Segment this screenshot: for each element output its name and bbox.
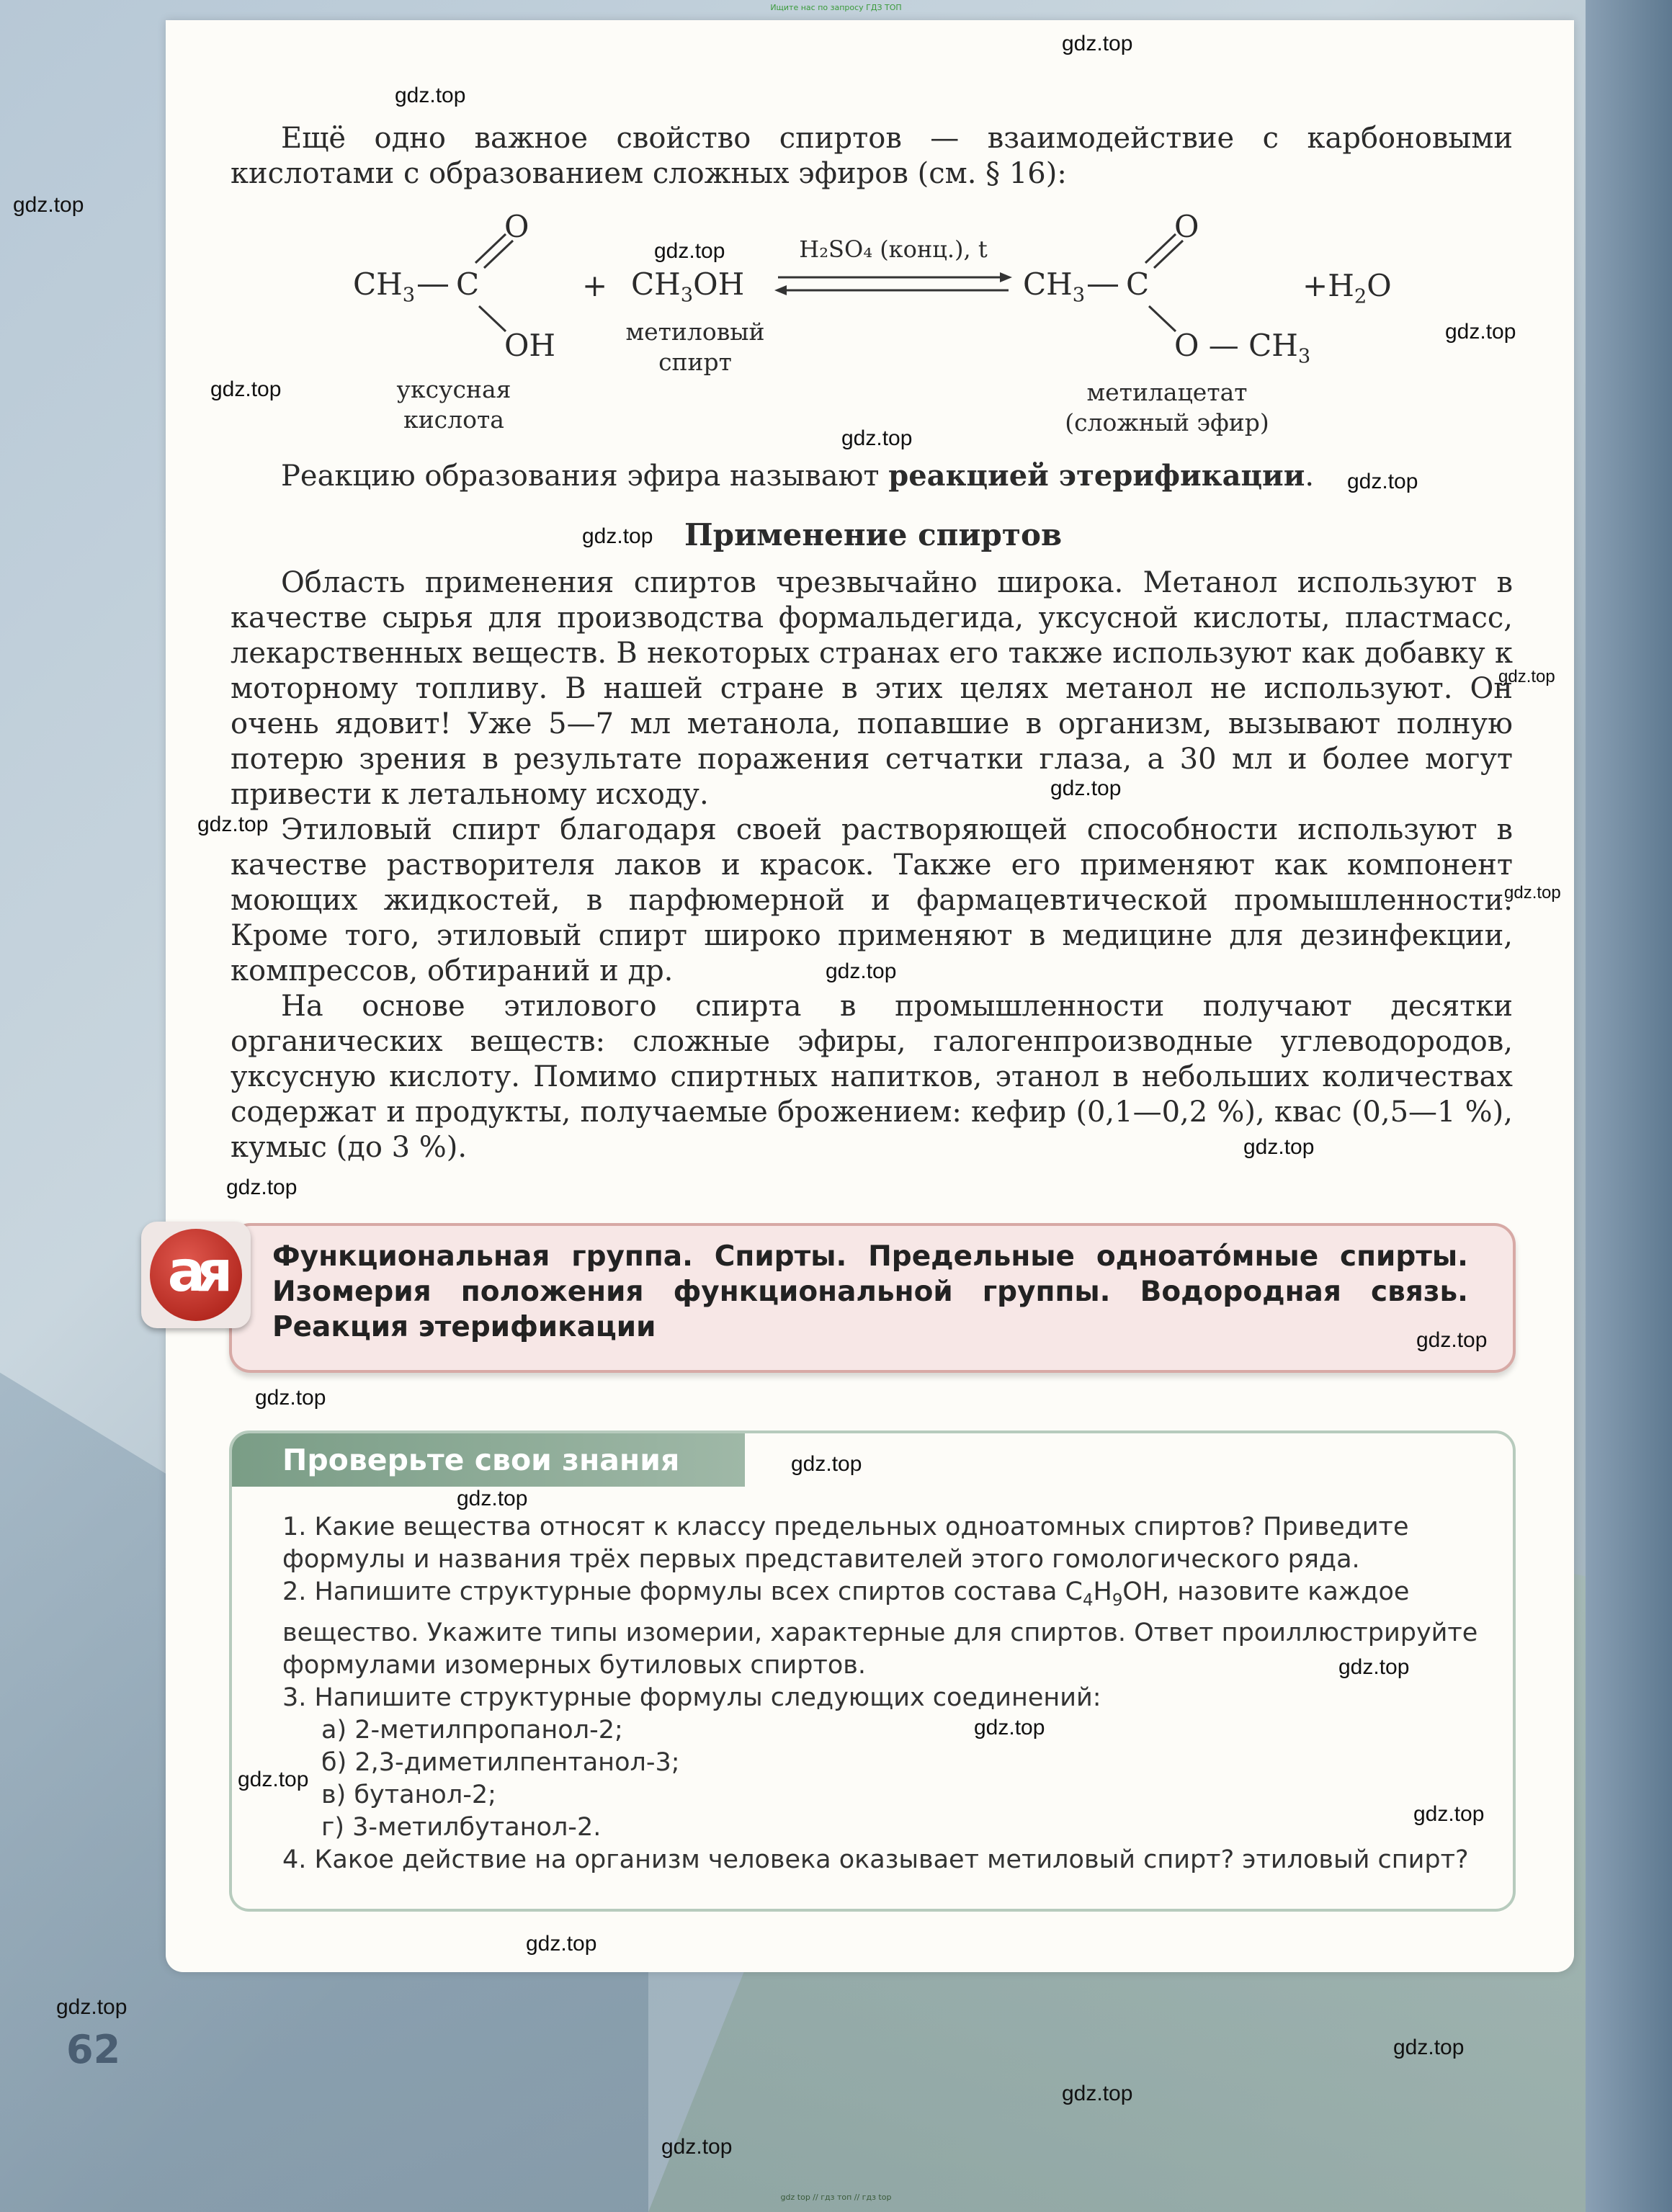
watermark: gdz.top <box>1243 1135 1315 1159</box>
watermark: gdz.top <box>1347 470 1418 493</box>
plus-sign: + <box>582 268 608 303</box>
watermark: gdz.top <box>197 812 269 836</box>
key-terms-box <box>229 1223 1516 1373</box>
key-terms-badge <box>141 1222 251 1328</box>
acid-name: уксусная кислота <box>396 375 511 434</box>
watermark: gdz.top <box>1062 32 1133 55</box>
watermark: gdz.top <box>226 1176 298 1199</box>
question: 3. Напишите структурные формулы следующих соединений: <box>282 1683 1101 1712</box>
watermark: gdz.top <box>841 426 913 450</box>
methanol-formula: $CH_3OH$ <box>631 267 745 307</box>
questions-list <box>282 1511 1478 1876</box>
section-heading: Применение спиртов <box>684 517 1063 552</box>
question: 2. Напишите структурные формулы всех спиртов состава $C_4H_9OH$, назовите каждое вещество. Укажите типы изомерии, характерные для спиртов. Ответ проиллюстрируйте формулами изомерных бутиловых спиртов. <box>282 1577 1478 1680</box>
watermark: gdz.top <box>13 193 84 217</box>
ester-carbon: C <box>1126 267 1150 302</box>
body-text <box>231 565 1513 1165</box>
paragraph: Область применения спиртов чрезвычайно широка. Метанол используют в качестве сырья для производства формальдегида, уксусной кислоты, пластмасс, лекарственных веществ. В некоторых странах его также используют как добавку к моторному топливу. В нашей стране в этих целях метанол не используют. Он очень ядовит! Уже 5—7 мл метанола, попавшие в организм, вызывают полную потерю зрения в результате поражения сетчатки глаза, а 30 мл и более могут привести к летальному исходу. <box>231 566 1513 811</box>
watermark: gdz.top <box>526 1932 597 1956</box>
bond <box>418 285 448 287</box>
acid-hydroxyl: OH <box>504 328 556 363</box>
watermark: gdz.top <box>457 1487 528 1510</box>
watermark: gdz.top <box>1413 1802 1485 1826</box>
watermark: gdz.top <box>238 1768 309 1791</box>
ester-oxygen: O <box>1174 209 1199 244</box>
watermark: gdz.top <box>1393 2036 1465 2059</box>
watermark: gdz.top <box>1504 883 1561 903</box>
badge-icon: ая <box>150 1229 242 1321</box>
watermark: gdz.top <box>791 1452 862 1476</box>
watermark: gdz.top <box>1416 1328 1488 1352</box>
sub-question: в) бутанол-2; <box>321 1781 496 1809</box>
watermark: gdz.top <box>661 2135 733 2159</box>
paragraph: Этиловый спирт благодаря своей растворяющей способности используют в качестве растворителя лаков и красок. Также его применяют как компонент моющих жидкостей, в парфюмерной и фармацевтической промышленности. Кроме того, этиловый спирт широко применяют в медицине для дезинфекции, компрессов, обтираний и др. <box>231 813 1513 988</box>
ester-formula: $CH_3$ <box>1023 267 1086 307</box>
question: 1. Какие вещества относят к классу предельных одноатомных спиртов? Приведите формулы и названия трёх первых представителей этого гомологического ряда. <box>282 1513 1409 1574</box>
watermark: gdz.top <box>1445 320 1516 344</box>
acid-bonds <box>461 230 540 339</box>
equilibrium-arrows <box>771 270 1016 299</box>
sub-question: б) 2,3-диметилпентанол-3; <box>321 1748 680 1777</box>
watermark: gdz.top <box>255 1386 326 1410</box>
acid-formula: $CH_3$ <box>353 267 416 307</box>
watermark: gdz.top <box>826 959 897 983</box>
page-number: 62 <box>66 2027 121 2072</box>
watermark: gdz.top <box>56 1995 128 2019</box>
water-term: $+H_2O$ <box>1302 268 1392 308</box>
sub-question: а) 2-метилпропанол-2; <box>321 1716 623 1745</box>
esterification-sentence: Реакцию образования эфира называют реакцией этерификации. <box>281 459 1315 493</box>
check-knowledge-box <box>229 1430 1516 1912</box>
sub-question: г) 3-метилбутанол-2. <box>321 1813 602 1842</box>
key-terms-text: Функциональная группа. Спирты. Предельные одноато́мные спирты. Изомерия положения функциональной группы. Водородная связь. Реакция этерификации <box>272 1240 1468 1343</box>
book-edge <box>1586 0 1672 2212</box>
acid-oxygen: O <box>504 209 529 244</box>
watermark: gdz.top <box>210 377 282 401</box>
watermark: gdz.top <box>1062 2082 1133 2105</box>
watermark: gdz.top <box>974 1716 1045 1739</box>
watermark: gdz.top <box>1498 667 1555 686</box>
ester-name: метилацетат (сложный эфир) <box>1065 378 1269 436</box>
methanol-name: метиловый спирт <box>625 318 765 376</box>
question: 4. Какое действие на организм человека оказывает метиловый спирт? этиловый спирт? <box>282 1845 1469 1874</box>
watermark: gdz.top <box>654 239 725 263</box>
check-knowledge-title: Проверьте свои знания <box>232 1433 745 1487</box>
catalyst-label: H₂SO₄ (конц.), t <box>799 236 988 263</box>
watermark: gdz.top <box>1338 1655 1410 1679</box>
ester-methoxy: O — $CH_3$ <box>1174 328 1311 368</box>
top-note: Ищите нас по запросу ГДЗ ТОП <box>770 3 902 12</box>
acid-carbon: C <box>456 267 480 302</box>
paragraph: На основе этилового спирта в промышленности получают десятки органических веществ: сложные эфиры, галогенпроизводные углеводородов, уксусную кислоту. Помимо спиртных напитков, этанол в небольших количествах содержат и продукты, получаемые брожением: кефир (0,1—0,2 %), квас (0,5—1 %), кумыс (до 3 %). <box>231 990 1513 1164</box>
watermark: gdz.top <box>582 524 653 548</box>
watermark: gdz.top <box>395 84 466 107</box>
intro-paragraph: Ещё одно важное свойство спиртов — взаимодействие с карбоновыми кислотами с образованием сложных эфиров (см. § 16): <box>231 122 1513 190</box>
bottom-note: gdz top // гдз топ // гдз top <box>780 2193 892 2202</box>
watermark: gdz.top <box>1050 776 1122 800</box>
ester-bonds <box>1131 230 1210 339</box>
bond <box>1088 285 1118 287</box>
